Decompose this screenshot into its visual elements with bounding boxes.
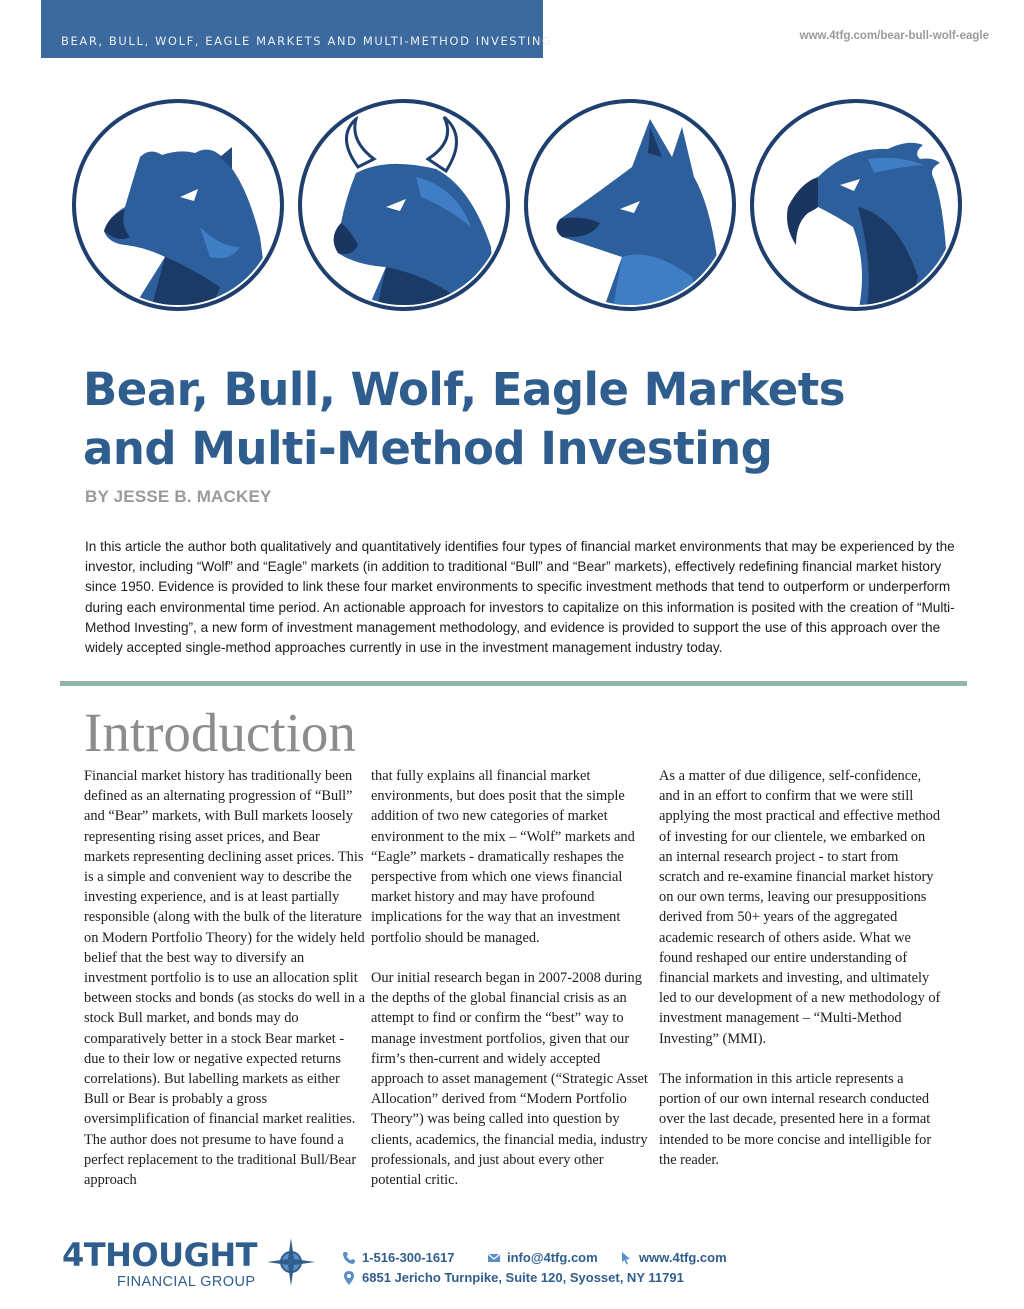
paragraph: The information in this article represents a portion of our own internal research conducted over the last decade, presented here in a format intended to be more concise and intelligible for the reader. [659, 1071, 932, 1168]
website-url: www.4tfg.com [639, 1250, 727, 1265]
header-band-text: BEAR, BULL, WOLF, EAGLE MARKETS AND MULTI-METHOD INVESTING [61, 34, 553, 48]
byline: BY JESSE B. MACKEY [85, 487, 272, 506]
logo-subtitle: FINANCIAL GROUP [117, 1274, 256, 1290]
logo-wordmark: 4THOUGHT [62, 1236, 257, 1274]
bear-icon [70, 97, 286, 313]
header-band [41, 0, 553, 58]
paragraph: that fully explains all financial market environments, but does posit that the simple addition of two new categories of market environment to the mix – “Wolf” markets and “Eagle” markets - dramatically reshapes the perspective from which one views financial market history and may have profound implications for the way that an investment portfolio should be managed. [371, 768, 635, 946]
email-address: info@4tfg.com [507, 1250, 598, 1265]
company-logo[interactable] [62, 1236, 322, 1296]
animal-illustrations [70, 97, 960, 327]
header-url[interactable]: www.4tfg.com/bear-bull-wolf-eagle [799, 30, 989, 42]
bull-icon [296, 97, 512, 313]
cursor-icon [619, 1251, 633, 1265]
article-title-line1: Bear, Bull, Wolf, Eagle Markets [83, 363, 846, 416]
compass-icon [267, 1238, 315, 1286]
street-address: 6851 Jericho Turnpike, Suite 120, Syosset, NY 11791 [362, 1270, 684, 1285]
paragraph: Financial market history has traditionally been defined as an alternating progression of “Bull” and “Bear” markets, with Bull markets loosely representing rising asset prices, and Bear markets representing declining asset prices. This is a simple and convenient way to describe the investing experience, and is at least partially responsible (along with the bulk of the literature on Modern Portfolio Theory) for the widely held belief that the best way to diversify an investment portfolio is to use an allocation split between stocks and bonds (as stocks do well in a stock Bull market, and bonds may do comparatively better in a stock Bear market - due to their low or negative expected returns correlations). But labelling markets as either Bull or Bear is probably a gross oversimplification of financial market realities. The author does not presume to have found a perfect replacement to the traditional Bull/Bear approach [84, 768, 365, 1189]
section-heading: Introduction [84, 702, 356, 763]
contact-phone[interactable] [342, 1250, 455, 1265]
body-column-3 [659, 766, 941, 1170]
phone-number: 1-516-300-1617 [362, 1250, 455, 1265]
paragraph: As a matter of due diligence, self-confidence, and in an effort to confirm that we were still applying the most practical and effective method of investing for our clientele, we embarked on an internal research project - to start from scratch and re-examine financial market history on our own terms, leaving our presuppositions derived from 50+ years of the aggregated academic research of others aside. What we found reshaped our entire understanding of financial markets and investing, and ultimately led to our development of a new methodology of investment management – “Multi-Method Investing” (MMI). [659, 768, 941, 1047]
paragraph: Our initial research began in 2007-2008 during the depths of the global financial crisis as an attempt to find or confirm the “best” way to manage investment portfolios, given that our firm’s then-current and widely accepted approach to asset management (“Strategic Asset Allocation” derived from “Modern Portfolio Theory”) was being called into question by clients, academics, the financial media, industry professionals, and just about every other potential critic. [371, 970, 648, 1189]
email-icon [487, 1251, 501, 1265]
article-title-line2: and Multi-Method Investing [83, 422, 773, 475]
contact-address [342, 1270, 684, 1285]
abstract: In this article the author both qualitatively and quantitatively identifies four types of financial market environments that may be experienced by the investor, including “Wolf” and “Eagle” markets (in addition to traditional “Bull” and “Bear” markets), effectively redefining financial market history since 1950. Evidence is provided to link these four market environments to specific investment methods that tend to outperform or underperform during each environmental time period. An actionable approach for investors to capitalize on this information is posited with the creation of “Multi-Method Investing”, a new form of investment management methodology, and evidence is provided to support the use of this approach over the widely accepted single-method approaches currently in use in the investment management industry today. [85, 539, 955, 656]
contact-email[interactable] [487, 1250, 598, 1265]
wolf-icon [522, 97, 738, 313]
body-column-1 [84, 766, 366, 1190]
article-title [83, 360, 943, 478]
location-pin-icon [342, 1271, 356, 1285]
phone-icon [342, 1251, 356, 1265]
body-column-2 [371, 766, 653, 1190]
eagle-icon [748, 97, 964, 313]
contact-website[interactable] [619, 1250, 727, 1265]
section-divider [60, 681, 967, 686]
